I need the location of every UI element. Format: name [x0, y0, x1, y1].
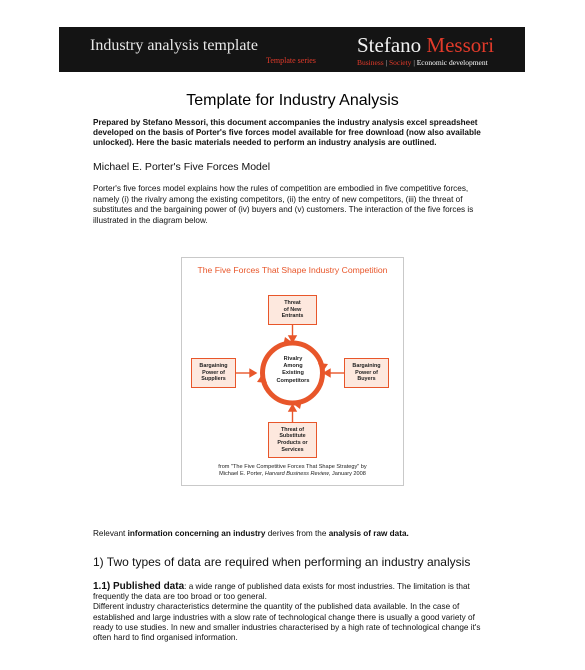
published-data-label: 1.1) Published data: [93, 581, 185, 592]
document-title: Template for Industry Analysis: [186, 92, 399, 109]
brand-last-name: Messori: [426, 33, 495, 57]
header-banner: [59, 27, 525, 72]
box-substitutes: Threat of Substitute Products or Services: [268, 422, 317, 458]
published-data-paragraph: 1.1) Published data: a wide range of published data exists for most industries. The limitation is that frequently the data are too broad or too general. Different industry characteristics determine the quantity of the published data available. In the case of established and large industries with a slow rate of technological change there is usually a good variety of ready to use studies. In new and smaller industries characterised by a high rate of technological change it's often hard to find organised information.: [93, 581, 481, 643]
box-buyer-power: Bargaining Power of Buyers: [344, 358, 389, 388]
intro-paragraph: Prepared by Stefano Messori, this document accompanies the industry analysis excel spreadsheet developed on the basis of Porter's five forces model available for free download (now also available unlocked). Here the basic materials needed to perform an industry analysis are outlined.: [93, 118, 481, 147]
banner-template-title: Industry analysis template: [90, 37, 258, 54]
box-supplier-power: Bargaining Power of Suppliers: [191, 358, 236, 388]
tagline-economic: Economic development: [416, 58, 488, 67]
box-new-entrants: Threat of New Entrants: [268, 295, 317, 325]
porter-heading: Michael E. Porter's Five Forces Model: [93, 161, 271, 173]
figure-caption: from "The Five Competitive Forces That Shape Strategy" by Michael E. Porter, Harvard Business Review, January 2008: [218, 464, 367, 477]
published-data-detail: Different industry characteristics determine the quantity of the published data available. In the case of established and large industries with a slow rate of technological change there is usually a good variety of ready to use studies. In new and smaller industries characterised by a high rate of technological change it's often hard to find organised information.: [93, 602, 481, 643]
arrow-left-head: [250, 370, 256, 377]
figure-title: The Five Forces That Shape Industry Competition: [197, 265, 388, 275]
tagline-separator: |: [385, 58, 388, 67]
rivalry-label: Rivalry Among Existing Competitors: [276, 356, 310, 384]
tagline-separator: |: [413, 58, 415, 67]
tagline-society: Society: [388, 58, 412, 67]
arrow-bottom-head: [289, 405, 296, 411]
brand-name: [357, 33, 494, 58]
banner-template-series: Template series: [266, 56, 316, 65]
five-forces-figure: [181, 257, 404, 486]
porter-paragraph: Porter's five forces model explains how the rules of competition are embodied in five competitive forces, namely (i) the rivalry among the existing competitors, (ii) the entry of new competitors, (iii) the threat of substitutes and the bargaining power of (iv) buyers and (v) customers. The interaction of the five forces is illustrated in the diagram below.: [93, 184, 474, 225]
tagline-business: Business: [357, 58, 384, 67]
section-heading-data-types: 1) Two types of data are required when performing an industry analysis: [93, 555, 471, 569]
brand-first-name: Stefano: [357, 33, 422, 57]
relevant-sentence: Relevant information concerning an industry derives from the analysis of raw data.: [93, 529, 409, 538]
brand-tagline: [357, 58, 488, 67]
